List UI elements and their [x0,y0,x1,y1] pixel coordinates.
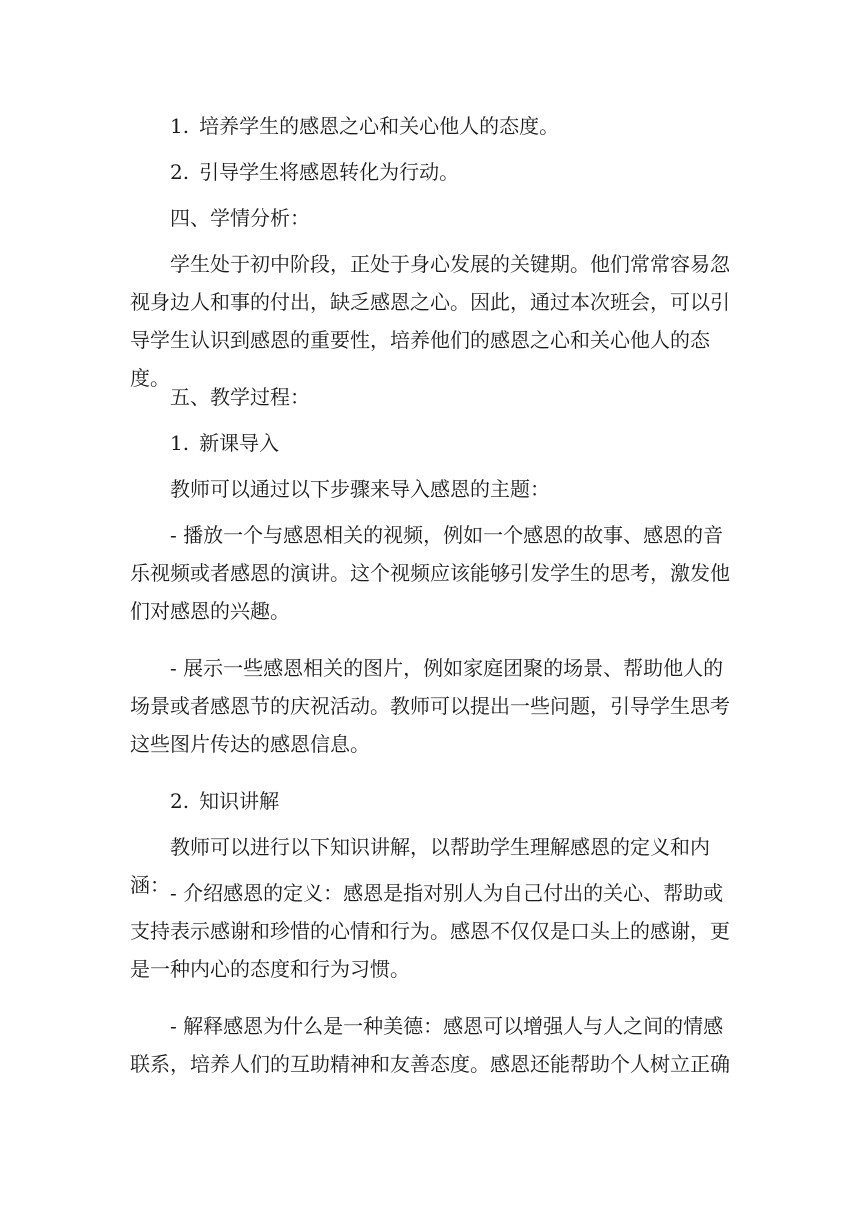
bullet-definition-paragraph: - 介绍感恩的定义：感恩是指对别人为自己付出的关心、帮助或 支持表示感谢和珍惜的心情和行为。感恩不仅仅是口头上的感谢，更 是一种内心的态度和行为习惯。 [130,881,730,981]
goal-1-text: 培养学生的感恩之心和关心他人的态度。 [199,114,560,138]
learner-analysis-paragraph: 学生处于初中阶段，正处于身心发展的关键期。他们常常容易忽 视身边人和事的付出，缺乏感恩之心。因此，通过本次班会，可以引 导学生认识到感恩的重要性，培养他们的感恩之心和关心他人的态度。 [130,252,730,390]
step-1-number: 1. [170,431,190,455]
bullet-pictures-paragraph: - 展示一些感恩相关的图片，例如家庭团聚的场景、帮助他人的 场景或者感恩节的庆祝活动。教师可以提出一些问题，引导学生思考 这些图片传达的感恩信息。 [130,656,730,756]
section-heading-learner-analysis: 四、学情分析： [170,206,310,230]
goal-1-paragraph [130,107,740,145]
goal-1-number: 1. [170,114,190,138]
bullet-virtue-paragraph: - 解释感恩为什么是一种美德：感恩可以增强人与人之间的情感 联系，培养人们的互助精神和友善态度。感恩还能帮助个人树立正确 [130,1014,730,1076]
goal-2-number: 2. [170,160,190,184]
step-2-number: 2. [170,789,190,813]
step-2-text: 知识讲解 [199,789,280,813]
step-2-heading [130,782,740,820]
step-1-heading [130,424,740,462]
knowledge-intro-paragraph: 教师可以进行以下知识讲解，以帮助学生理解感恩的定义和内涵： [130,835,710,897]
goal-2-text: 引导学生将感恩转化为行动。 [199,160,460,184]
bullet-video-paragraph: - 播放一个与感恩相关的视频，例如一个感恩的故事、感恩的音 乐视频或者感恩的演讲。这个视频应该能够引发学生的思考，激发他 们对感恩的兴趣。 [130,523,730,623]
step-1-text: 新课导入 [199,431,280,455]
goal-2-paragraph [130,153,740,191]
section-heading-teaching-process: 五、教学过程： [170,385,310,409]
intro-paragraph: 教师可以通过以下步骤来导入感恩的主题： [170,477,550,501]
